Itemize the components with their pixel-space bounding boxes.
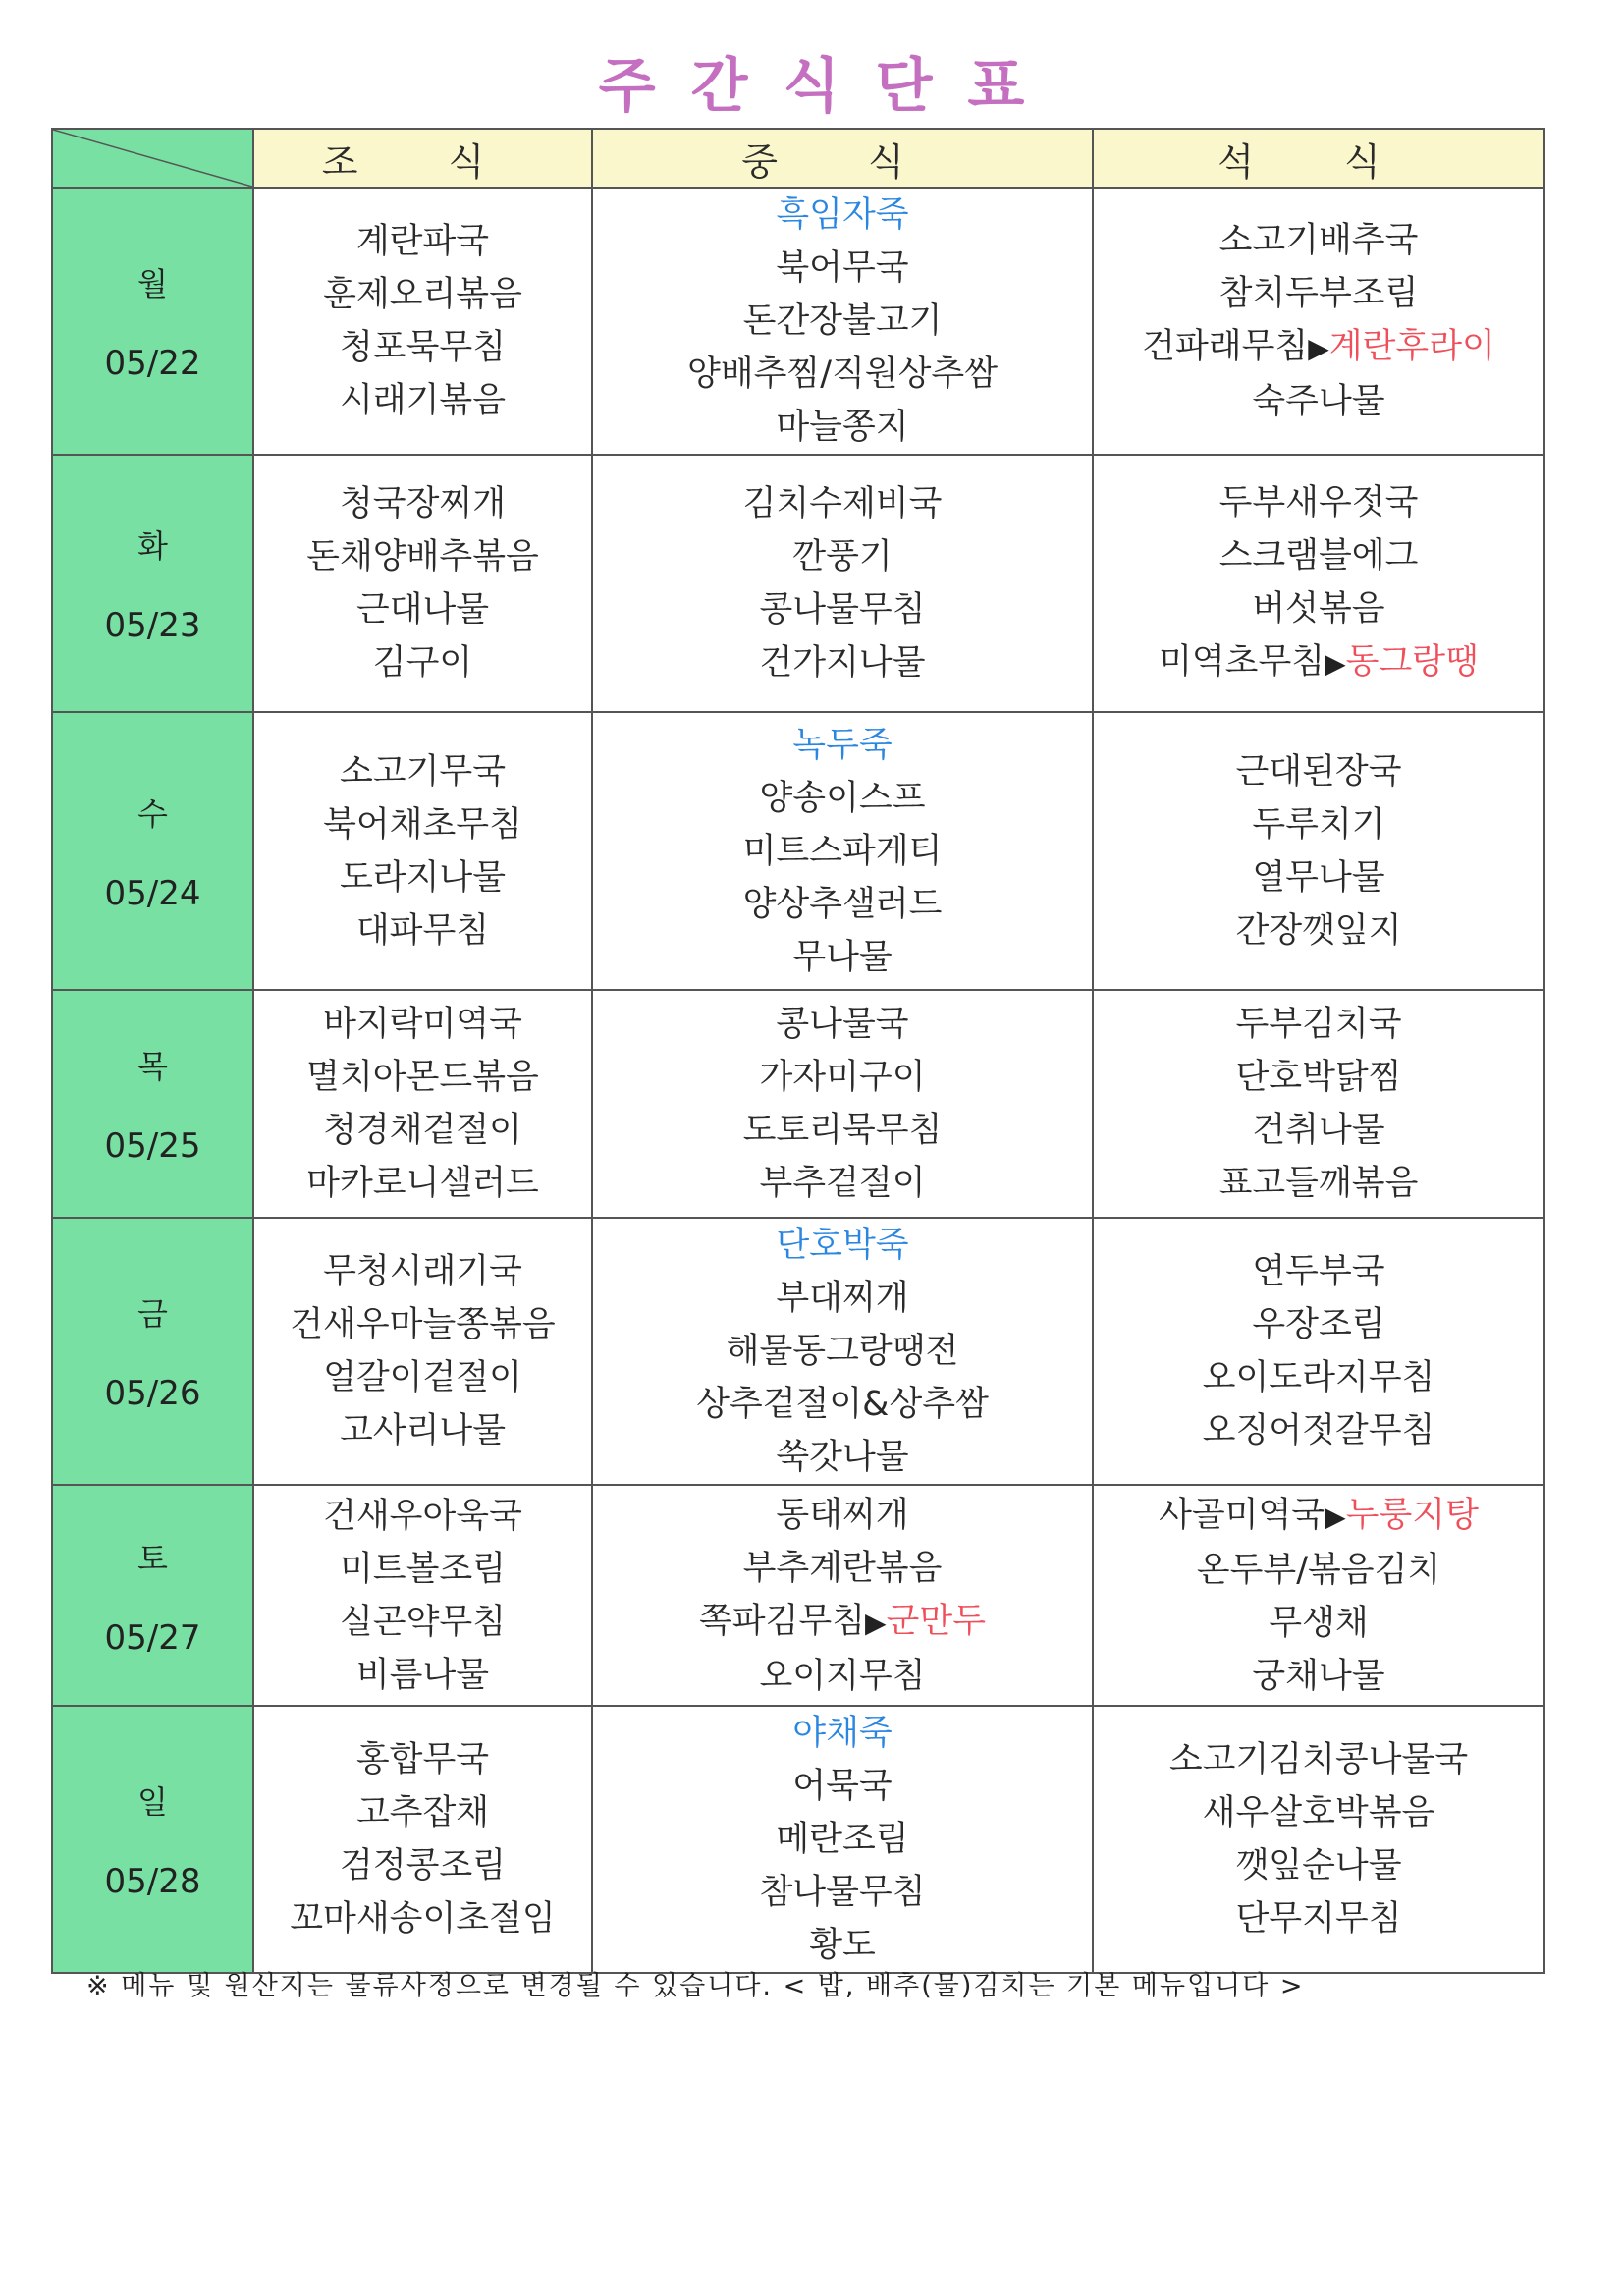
day-name: 화 xyxy=(137,527,168,565)
menu-item-alternate: 군만두 xyxy=(886,1601,987,1641)
menu-item xyxy=(254,215,591,268)
menu-item-name: 건새우마늘쫑볶음 xyxy=(290,1305,556,1344)
menu-item-name: 해물동그랑땡전 xyxy=(726,1332,959,1371)
menu-item xyxy=(1094,851,1543,904)
menu-item-name: 부추계란볶음 xyxy=(742,1548,943,1588)
dinner-cell xyxy=(1093,990,1544,1218)
menu-item xyxy=(254,851,591,904)
menu-item-name: 단호박닭찜 xyxy=(1235,1058,1402,1097)
menu-item-name: 북어채초무침 xyxy=(323,804,522,845)
menu-item xyxy=(1094,998,1543,1051)
menu-item-name: 참나물무침 xyxy=(759,1873,926,1912)
menu-item-name: 동태찌개 xyxy=(776,1495,909,1535)
menu-item-name: 스크램블에그 xyxy=(1218,536,1419,575)
menu-item-name: 청국장찌개 xyxy=(339,484,507,523)
menu-item-name: 미역초무침 xyxy=(1159,642,1325,682)
menu-item-name: 마늘쫑지 xyxy=(776,408,909,447)
menu-item-name: 미트스파게티 xyxy=(742,831,943,871)
menu-item xyxy=(593,1760,1092,1813)
menu-item xyxy=(1094,267,1543,320)
lunch-cell xyxy=(592,1706,1093,1973)
menu-item-name: 상추겉절이&상추쌈 xyxy=(696,1385,989,1424)
day-cell xyxy=(52,455,253,712)
menu-item-name: 양배추찜/직원상추쌈 xyxy=(686,355,999,394)
menu-item-name: 무청시래기국 xyxy=(323,1252,522,1291)
menu-item-name: 참치두부조림 xyxy=(1218,274,1419,313)
menu-item-name: 가자미구이 xyxy=(759,1058,926,1097)
menu-item-name: 김치수제비국 xyxy=(742,484,943,523)
menu-item-name: 근대나물 xyxy=(355,590,490,629)
menu-item-name: 훈제오리볶음 xyxy=(323,275,522,314)
day-date: 05/22 xyxy=(104,344,201,383)
menu-item-name: 청포묵무침 xyxy=(339,328,507,367)
breakfast-cell xyxy=(253,188,592,455)
dinner-cell xyxy=(1093,1706,1544,1973)
dinner-cell xyxy=(1093,188,1544,455)
day-cell xyxy=(52,990,253,1218)
menu-item-name: 궁채나물 xyxy=(1252,1656,1385,1696)
menu-item-name: 도토리묵무침 xyxy=(742,1111,943,1150)
breakfast-cell xyxy=(253,990,592,1218)
menu-item xyxy=(254,321,591,374)
lunch-cell xyxy=(592,712,1093,990)
menu-item xyxy=(593,1431,1092,1484)
menu-item xyxy=(254,1157,591,1210)
menu-item-name: 쑥갓나물 xyxy=(776,1438,909,1477)
menu-item-name: 깐풍기 xyxy=(792,537,893,576)
header-row xyxy=(52,129,1544,188)
menu-item xyxy=(593,189,1092,242)
menu-item-name: 미트볼조림 xyxy=(339,1549,507,1589)
menu-item xyxy=(1094,1104,1543,1157)
menu-item xyxy=(1094,798,1543,851)
day-row xyxy=(52,1218,1544,1485)
menu-item xyxy=(254,1490,591,1543)
menu-item-alternate: 동그랑땡 xyxy=(1345,642,1479,682)
menu-item xyxy=(1094,1245,1543,1298)
dinner-cell xyxy=(1093,1218,1544,1485)
column-header-breakfast: 조 식 xyxy=(253,129,592,188)
day-date: 05/23 xyxy=(104,606,201,645)
menu-item-name: 버섯볶음 xyxy=(1252,589,1385,629)
day-row xyxy=(52,712,1544,990)
menu-item xyxy=(1094,375,1543,428)
menu-item xyxy=(593,1542,1092,1595)
day-row xyxy=(52,188,1544,455)
lunch-cell xyxy=(592,188,1093,455)
menu-item xyxy=(254,477,591,530)
day-name: 금 xyxy=(137,1295,168,1333)
triangle-right-icon: ▶ xyxy=(1308,332,1329,364)
menu-item-name: 단무지무침 xyxy=(1235,1899,1402,1939)
menu-item-name: 얼갈이겉절이 xyxy=(323,1358,522,1397)
menu-item-alternate: 계란후라이 xyxy=(1328,327,1495,366)
menu-item-name: 돈채양배추볶음 xyxy=(306,537,539,576)
menu-item xyxy=(254,636,591,689)
menu-item xyxy=(593,1378,1092,1431)
menu-item xyxy=(1094,1733,1543,1786)
menu-item xyxy=(254,798,591,851)
breakfast-cell xyxy=(253,712,592,990)
menu-item xyxy=(254,998,591,1051)
menu-item-name: 콩나물국 xyxy=(776,1005,909,1044)
column-header-dinner: 석 식 xyxy=(1093,129,1544,188)
menu-item-name: 청경채겉절이 xyxy=(323,1111,522,1150)
column-header-lunch: 중 식 xyxy=(592,129,1093,188)
menu-item-name: 무나물 xyxy=(792,937,893,977)
menu-item-name: 열무나물 xyxy=(1252,857,1385,898)
lunch-cell xyxy=(592,1218,1093,1485)
menu-item-name: 단호박죽 xyxy=(776,1226,909,1265)
menu-item xyxy=(1094,582,1543,635)
menu-item xyxy=(1094,1786,1543,1839)
menu-item-name: 실곤약무침 xyxy=(339,1602,507,1642)
menu-item xyxy=(254,1404,591,1457)
menu-item-name: 흑임자죽 xyxy=(776,195,909,235)
menu-item xyxy=(593,1104,1092,1157)
dinner-cell xyxy=(1093,1485,1544,1706)
menu-item-name: 양상추샐러드 xyxy=(742,884,943,924)
menu-item-name: 돈간장불고기 xyxy=(742,301,943,341)
day-cell xyxy=(52,1485,253,1706)
menu-item xyxy=(1094,1597,1543,1650)
menu-item xyxy=(254,268,591,321)
day-date: 05/24 xyxy=(104,873,201,913)
menu-item-name: 소고기배추국 xyxy=(1218,221,1419,260)
menu-item xyxy=(593,998,1092,1051)
menu-item-name: 연두부국 xyxy=(1252,1252,1385,1291)
breakfast-cell xyxy=(253,455,592,712)
menu-item xyxy=(593,295,1092,348)
menu-item xyxy=(254,904,591,957)
menu-item xyxy=(593,1325,1092,1378)
menu-item-name: 간장깻잎지 xyxy=(1235,910,1402,951)
day-row xyxy=(52,1706,1544,1973)
menu-item xyxy=(1094,1650,1543,1703)
diagonal-line-icon xyxy=(53,130,252,187)
menu-item xyxy=(254,1596,591,1649)
menu-item xyxy=(1094,1351,1543,1404)
menu-item-name: 깻잎순나물 xyxy=(1235,1846,1402,1886)
lunch-cell xyxy=(592,990,1093,1218)
menu-item-alternate: 누룽지탕 xyxy=(1345,1495,1479,1535)
menu-item xyxy=(1094,1298,1543,1351)
menu-item-name: 콩나물무침 xyxy=(759,590,926,629)
menu-item-name: 건가지나물 xyxy=(759,643,926,683)
menu-item xyxy=(593,1650,1092,1703)
menu-item-name: 근대된장국 xyxy=(1235,751,1402,792)
menu-item xyxy=(593,878,1092,931)
menu-item-name: 바지락미역국 xyxy=(323,1005,522,1044)
menu-item xyxy=(593,931,1092,984)
menu-item-name: 온두부/볶음김치 xyxy=(1196,1550,1441,1590)
triangle-right-icon: ▶ xyxy=(1325,1500,1346,1533)
menu-item-name: 대파무침 xyxy=(355,910,490,951)
menu-item xyxy=(1094,1892,1543,1945)
menu-item xyxy=(593,1866,1092,1919)
menu-item xyxy=(254,1245,591,1298)
menu-item-name: 고추잡채 xyxy=(355,1793,490,1832)
lunch-cell xyxy=(592,1485,1093,1706)
menu-item xyxy=(593,1051,1092,1104)
day-date: 05/28 xyxy=(104,1862,201,1901)
menu-item-name: 두부김치국 xyxy=(1235,1005,1402,1044)
day-cell xyxy=(52,712,253,990)
menu-item-name: 멸치아몬드볶음 xyxy=(306,1058,539,1097)
menu-item xyxy=(254,530,591,583)
menu-item xyxy=(593,772,1092,825)
menu-item-name: 부대찌개 xyxy=(776,1279,909,1318)
dinner-cell xyxy=(1093,455,1544,712)
menu-item xyxy=(593,1707,1092,1760)
menu-item xyxy=(593,636,1092,689)
menu-item xyxy=(593,530,1092,583)
triangle-right-icon: ▶ xyxy=(1325,647,1346,680)
menu-item xyxy=(593,1595,1092,1650)
corner-cell xyxy=(52,129,253,188)
menu-item-name: 마카로니샐러드 xyxy=(306,1164,539,1203)
menu-item xyxy=(254,583,591,636)
lunch-cell xyxy=(592,455,1093,712)
menu-item-name: 꼬마새송이초절임 xyxy=(290,1899,556,1939)
menu-item xyxy=(1094,904,1543,957)
menu-item-name: 우장조림 xyxy=(1252,1305,1385,1344)
menu-item xyxy=(593,401,1092,454)
day-date: 05/26 xyxy=(104,1374,201,1413)
menu-item-name: 소고기김치콩나물국 xyxy=(1168,1740,1469,1779)
menu-item xyxy=(254,1298,591,1351)
day-name: 수 xyxy=(137,794,168,833)
menu-item-name: 홍합무국 xyxy=(355,1740,490,1779)
menu-item-name: 야채죽 xyxy=(792,1714,893,1753)
menu-item-name: 검정콩조림 xyxy=(339,1846,507,1886)
menu-item-name: 오이지무침 xyxy=(759,1656,926,1696)
breakfast-cell xyxy=(253,1706,592,1973)
menu-item-name: 소고기무국 xyxy=(339,751,507,792)
menu-item xyxy=(593,825,1092,878)
menu-item xyxy=(1094,529,1543,582)
menu-item xyxy=(593,1489,1092,1542)
menu-item xyxy=(254,1051,591,1104)
footer-note: ※ 메뉴 및 원산지는 물류사정으로 변경될 수 있습니다. < 밥, 배추(물)김치는 기본 메뉴입니다 > xyxy=(86,1971,1305,2001)
weekly-menu-table xyxy=(51,128,1545,1974)
day-row xyxy=(52,455,1544,712)
menu-item xyxy=(593,1219,1092,1272)
menu-item-name: 표고들깨볶음 xyxy=(1218,1164,1419,1203)
breakfast-cell xyxy=(253,1218,592,1485)
menu-item xyxy=(1094,635,1543,690)
day-name: 월 xyxy=(137,265,168,302)
menu-item-name: 황도 xyxy=(809,1926,876,1965)
menu-item-name: 새우살호박볶음 xyxy=(1202,1793,1435,1832)
day-name: 목 xyxy=(137,1048,168,1085)
menu-item-name: 건취나물 xyxy=(1252,1111,1385,1150)
menu-item-name: 양송이스프 xyxy=(759,778,926,818)
menu-item-name: 두루치기 xyxy=(1252,804,1385,845)
menu-item-name: 계란파국 xyxy=(355,222,490,261)
breakfast-cell xyxy=(253,1485,592,1706)
menu-item xyxy=(593,1813,1092,1866)
menu-item xyxy=(593,477,1092,530)
menu-item xyxy=(1094,1157,1543,1210)
menu-item xyxy=(1094,476,1543,529)
menu-item-name: 고사리나물 xyxy=(339,1411,507,1450)
day-date: 05/25 xyxy=(104,1126,201,1166)
menu-item xyxy=(254,1786,591,1839)
menu-item xyxy=(1094,1489,1543,1544)
menu-item xyxy=(254,1543,591,1596)
menu-item xyxy=(1094,1544,1543,1597)
menu-item xyxy=(254,1733,591,1786)
menu-item-name: 비름나물 xyxy=(355,1655,490,1695)
menu-item-name: 숙주나물 xyxy=(1252,382,1385,421)
menu-item xyxy=(593,348,1092,401)
menu-item xyxy=(593,1272,1092,1325)
triangle-right-icon: ▶ xyxy=(865,1606,887,1639)
menu-item-name: 부추겉절이 xyxy=(759,1164,926,1203)
menu-item xyxy=(1094,1839,1543,1892)
menu-item xyxy=(593,719,1092,772)
menu-item xyxy=(254,1104,591,1157)
day-row xyxy=(52,990,1544,1218)
menu-item-name: 두부새우젓국 xyxy=(1218,483,1419,522)
menu-item-name: 건파래무침 xyxy=(1142,327,1309,366)
menu-item-name: 메란조림 xyxy=(776,1820,909,1859)
menu-item xyxy=(254,1892,591,1945)
menu-item xyxy=(1094,1404,1543,1457)
menu-item xyxy=(254,1649,591,1702)
menu-item xyxy=(1094,745,1543,798)
menu-item-name: 시래기볶음 xyxy=(339,381,507,420)
page-title: 주간식단표 xyxy=(598,52,1060,121)
menu-item-name: 사골미역국 xyxy=(1159,1495,1325,1535)
menu-item xyxy=(1094,1051,1543,1104)
menu-item xyxy=(254,745,591,798)
day-cell xyxy=(52,1218,253,1485)
menu-item-name: 도라지나물 xyxy=(339,857,507,898)
menu-item-name: 오징어젓갈무침 xyxy=(1202,1411,1435,1450)
menu-item-name: 건새우아욱국 xyxy=(323,1496,522,1536)
menu-item-name: 어묵국 xyxy=(792,1767,893,1806)
menu-item-name: 북어무국 xyxy=(776,248,909,288)
menu-item xyxy=(254,1839,591,1892)
menu-item xyxy=(1094,214,1543,267)
menu-item xyxy=(593,242,1092,295)
menu-item xyxy=(593,1157,1092,1210)
day-name: 토 xyxy=(137,1539,168,1577)
menu-item-name: 오이도라지무침 xyxy=(1202,1358,1435,1397)
menu-item xyxy=(254,374,591,427)
menu-item-name: 김구이 xyxy=(372,643,473,683)
day-cell xyxy=(52,1706,253,1973)
menu-item-name: 쪽파김무침 xyxy=(698,1601,866,1641)
menu-item xyxy=(1094,320,1543,375)
day-row xyxy=(52,1485,1544,1706)
menu-item-name: 녹두죽 xyxy=(792,725,893,765)
menu-item xyxy=(254,1351,591,1404)
menu-item-name: 무생채 xyxy=(1269,1603,1369,1643)
day-name: 일 xyxy=(137,1783,168,1821)
day-date: 05/27 xyxy=(104,1617,201,1658)
dinner-cell xyxy=(1093,712,1544,990)
day-cell xyxy=(52,188,253,455)
menu-item xyxy=(593,583,1092,636)
